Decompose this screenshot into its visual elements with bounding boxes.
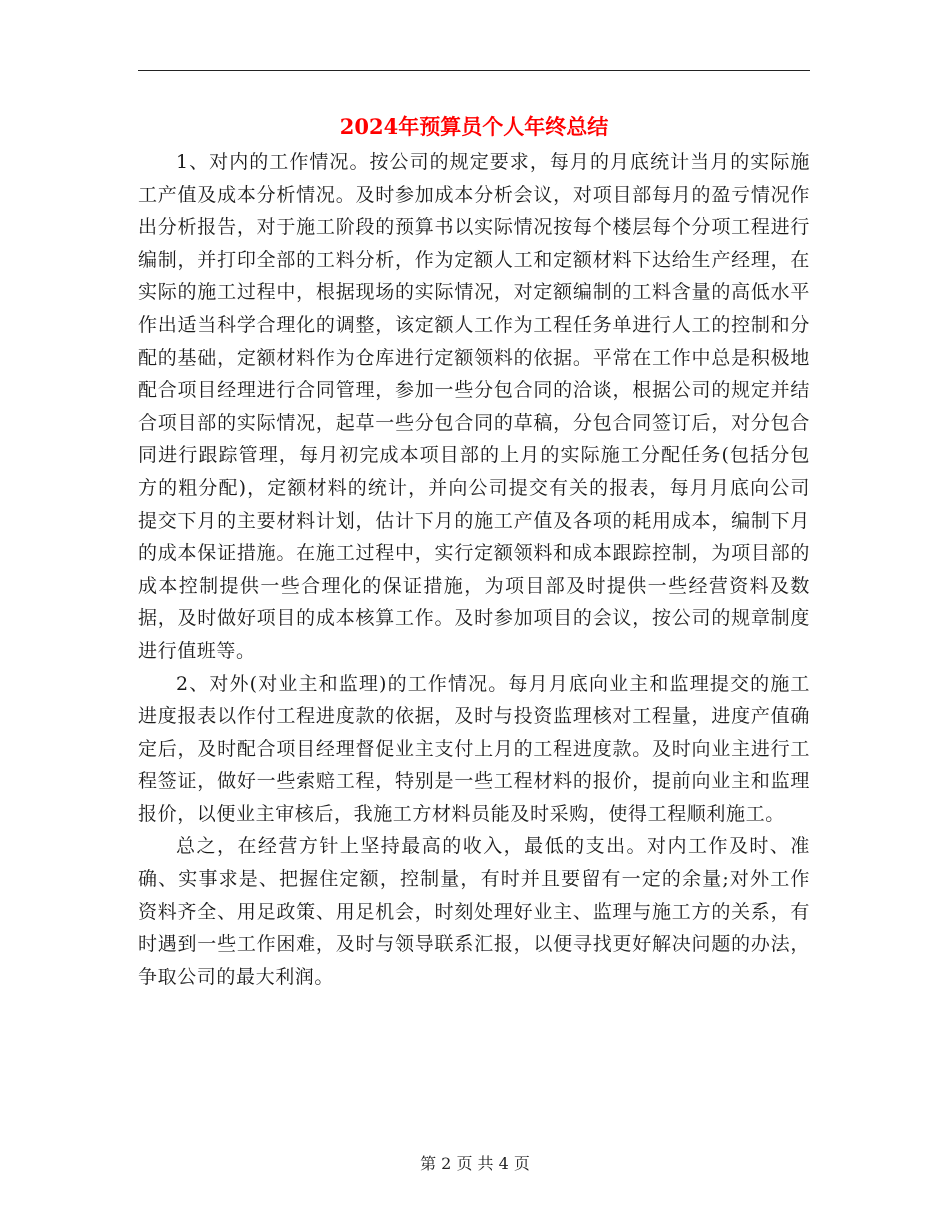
paragraph-summary: 总之，在经营方针上坚持最高的收入，最低的支出。对内工作及时、准确、实事求是、把握住定额，控制量，有时并且要留有一定的余量;对外工作资料齐全、用足政策、用足机会，时刻处理好业主、监理与施工方的关系，有时遇到一些工作困难，及时与领导联系汇报，以便寻找更好解决问题的办法，争取公司的最大利润。 [138,835,810,988]
paragraph-internal-work: 1、对内的工作情况。按公司的规定要求，每月的月底统计当月的实际施工产值及成本分析情况。及时参加成本分析会议，对项目部每月的盈亏情况作出分析报告，对于施工阶段的预算书以实际情况按每个楼层每个分项工程进行编制，并打印全部的工料分析，作为定额人工和定额材料下达给生产经理，在实际的施工过程中，根据现场的实际情况，对定额编制的工料含量的高低水平作出适当科学合理化的调整，该定额人工作为工程任务单进行人工的控制和分配的基础，定额材料作为仓库进行定额领料的依据。平常在工作中总是积极地配合项目经理进行合同管理，参加一些分包合同的洽谈，根据公司的规定并结合项目部的实际情况，起草一些分包合同的草稿，分包合同签订后，对分包合同进行跟踪管理，每月初完成本项目部的上月的实际施工分配任务(包括分包方的粗分配)，定额材料的统计，并向公司提交有关的报表，每月月底向公司提交下月的主要材料计划，估计下月的施工产值及各项的耗用成本，编制下月的成本保证措施。在施工过程中，实行定额领料和成本跟踪控制，为项目部的成本控制提供一些合理化的保证措施，为项目部及时提供一些经营资料及数据，及时做好项目的成本核算工作。及时参加项目的会议，按公司的规章制度进行值班等。 [138,151,810,662]
page-number-footer: 第 2 页 共 4 页 [420,1154,530,1173]
document-body [138,146,810,993]
header-rule [138,70,810,71]
document-title: 2024年预算员个人年终总结 [339,114,609,139]
paragraph-external-work: 2、对外(对业主和监理)的工作情况。每月月底向业主和监理提交的施工进度报表以作付工程进度款的依据，及时与投资监理核对工程量，进度产值确定后，及时配合项目经理督促业主支付上月的工程进度款。及时向业主进行工程签证，做好一些索赔工程，特别是一些工程材料的报价，提前向业主和监理报价，以便业主审核后，我施工方材料员能及时采购，使得工程顺利施工。 [138,672,810,825]
